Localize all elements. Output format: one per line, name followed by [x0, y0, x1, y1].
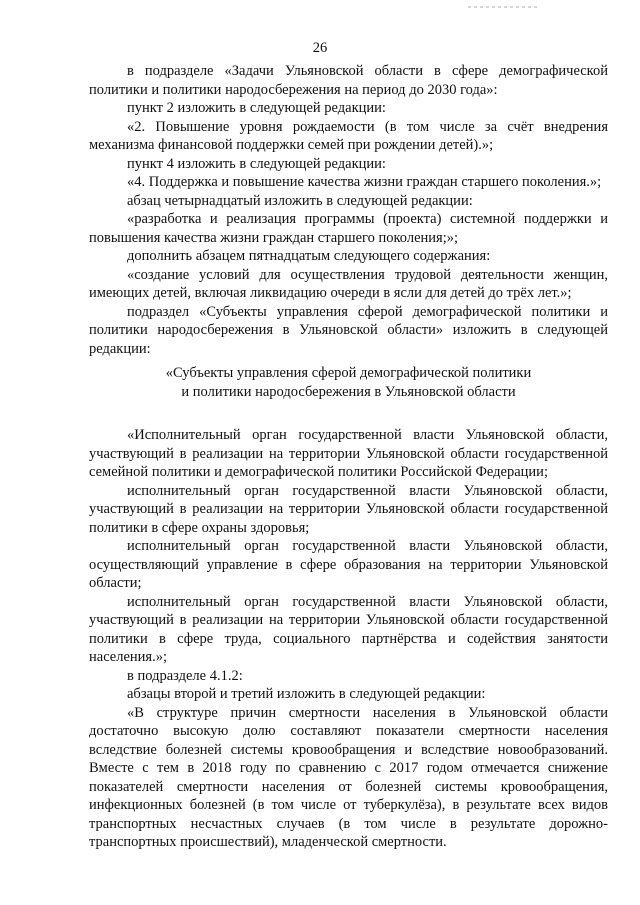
- paragraph: «разработка и реализация программы (проекта) системной поддержки и повышения качества жизни граждан старшего поколения;»;: [89, 211, 608, 246]
- document-body: [89, 62, 608, 852]
- paragraph: «4. Поддержка и повышение качества жизни граждан старшего поколения.»;: [127, 174, 602, 190]
- paragraph: исполнительный орган государственной власти Ульяновской области, осуществляющий управление в сфере образования на территории Ульяновской области;: [89, 538, 608, 591]
- paragraph: дополнить абзацем пятнадцатым следующего содержания:: [127, 248, 491, 264]
- paragraph: исполнительный орган государственной власти Ульяновской области, участвующий в реализации на территории Ульяновской области государственной политики в сфере охраны здоровья;: [89, 482, 608, 536]
- section-heading-line-1: «Субъекты управления сферой демографической политики: [165, 365, 532, 381]
- paragraph: подраздел «Субъекты управления сферой демографической политики и политики народосбережения в Ульяновской области» изложить в следующей редакции:: [89, 303, 608, 357]
- paragraph: «Исполнительный орган государственной власти Ульяновской области, участвующий в реализации на территории Ульяновской области государственной семейной политики и демографической политики Российской Федерации;: [89, 427, 608, 480]
- paragraph: исполнительный орган государственной власти Ульяновской области, участвующий в реализации на территории Ульяновской области государственной политики в сфере труда, социального партнёрства и содействия занятости населения.»;: [89, 593, 608, 665]
- paragraph: в подразделе 4.1.2:: [127, 667, 243, 684]
- paragraph: пункт 2 изложить в следующей редакции:: [127, 100, 386, 116]
- paragraph: абзацы второй и третий изложить в следующей редакции:: [127, 686, 486, 702]
- section-heading-line-2: и политики народосбережения в Ульяновской области: [181, 383, 516, 400]
- paragraph: в подразделе «Задачи Ульяновской области в сфере демографической политики и политики народосбережения на период до 2030 года»:: [89, 63, 608, 98]
- paragraph: «создание условий для осуществления трудовой деятельности женщин, имеющих детей, включая ликвидацию очереди в ясли для детей до трёх лет.»;: [89, 266, 608, 301]
- paragraph: «В структуре причин смертности населения в Ульяновской области достаточно высокую долю составляют показатели смертности населения вследствие болезней системы кровообращения и вследствие новообразований. Вместе с тем в 2018 году по сравнению с 2017 годом отмечается снижение показателей смертности населения от болезней системы кровообращения, инфекционных болезней (в том числе от туберкулёза), в результате всех видов транспортных несчастных случаев (в том числе в результате дорожно-транспортных происшествий), младенческой смертности.: [89, 704, 608, 850]
- paragraph: «2. Повышение уровня рождаемости (в том числе за счёт внедрения механизма финансовой поддержки семей при рождении детей).»;: [89, 118, 608, 153]
- paragraph: пункт 4 изложить в следующей редакции:: [127, 155, 386, 172]
- page-number: 26: [312, 40, 328, 56]
- section-heading: [89, 364, 608, 401]
- scan-artifact: [468, 6, 538, 8]
- paragraph: абзац четырнадцатый изложить в следующей редакции:: [127, 192, 473, 209]
